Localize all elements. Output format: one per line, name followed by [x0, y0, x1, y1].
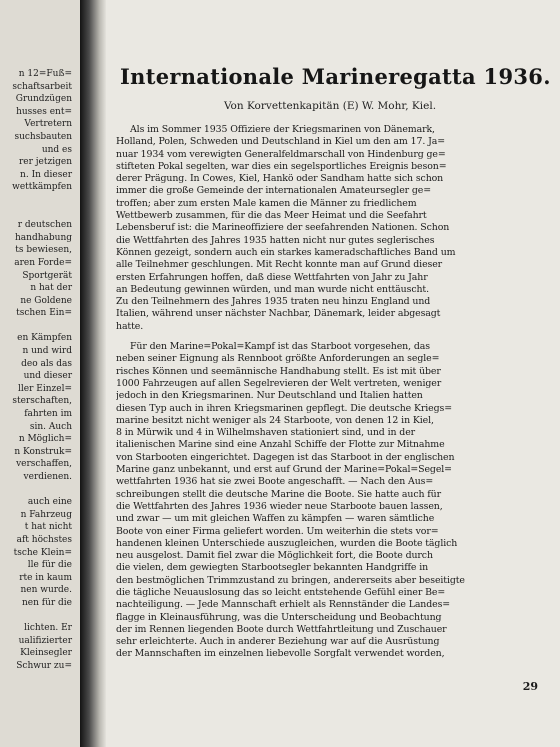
right-page [106, 0, 560, 747]
text-line: troffen; aber zum ersten Male kamen die Männer zu friedlichem [116, 197, 417, 209]
left-page-line: n 12=Fuß= [18, 69, 72, 79]
left-page-line: sin. Auch [29, 421, 72, 432]
left-page-line: verschaffen, [16, 459, 72, 470]
left-page-line: suchsbauten [14, 131, 72, 142]
left-page-line: wettkämpfen [12, 182, 72, 193]
text-line: Lebensberuf ist: die Marineoffiziere der seefahrenden Nationen. Schon [116, 222, 450, 234]
text-line: die tägliche Neuauslosung das so leicht entstehende Gefühl einer Be= [116, 586, 446, 598]
left-page-line: handhabung [15, 232, 72, 243]
text-line: ersten Erfahrungen hoffen, daß diese Wettfahrten von Jahr zu Jahr [116, 271, 428, 283]
text-line: Italien, während unser nächster Nachbar, Dänemark, leider abgesagt [116, 308, 441, 320]
text-line: sehr erleichterte. Auch in anderer Beziehung war auf die Ausrüstung [116, 636, 440, 648]
left-page-line: Sportgerät [22, 270, 72, 281]
text-line: jedoch in den Kriegsmarinen. Nur Deutschland und Italien hatten [116, 390, 423, 402]
left-page-line: rte in kaum [19, 572, 72, 583]
left-page-line: tsche Klein= [13, 547, 72, 558]
text-line: derer Prägung. In Cowes, Kiel, Hankö oder Sandham hatte sich schon [116, 173, 444, 185]
left-page-line: ts bewiesen, [15, 245, 72, 256]
text-line: neben seiner Eignung als Rennboot größte Anforderungen an segle= [116, 353, 440, 365]
text-line: wettfahrten 1936 hat sie zwei Boote angeschafft. — Nach den Aus= [116, 476, 434, 488]
text-line: risches Können und seemännische Handhabung stellt. Es ist mit über [116, 365, 441, 377]
text-line: die Wettfahrten des Jahres 1935 hatten nicht nur gutes seglerisches [116, 234, 435, 246]
article-body [116, 124, 546, 661]
text-line: alle Teilnehmer geschlungen. Mit Recht konnte man auf Grund dieser [116, 259, 443, 271]
left-page-line: und dieser [23, 371, 72, 382]
left-page-line: deo als das [21, 358, 72, 369]
text-line: 1000 Fahrzeugen auf allen Segelrevieren der Welt vertreten, weniger [116, 377, 442, 389]
left-page-line: und es [41, 144, 72, 155]
left-page-line: sterschaften, [12, 396, 72, 407]
left-page-fragment [0, 0, 80, 747]
left-page-line: fahrten im [24, 409, 72, 420]
left-page-line: auch eine [27, 497, 72, 508]
article-byline: Von Korvettenkapitän (E) W. Mohr, Kiel. [223, 100, 437, 112]
text-line: nuar 1934 vom verewigten Generalfeldmarschall von Hindenburg ge= [116, 148, 446, 160]
text-line: stifteten Pokal segelten, war dies ein segelsportliches Ereignis beson= [116, 160, 447, 172]
left-page-line [0, 484, 78, 497]
left-page-line [0, 207, 78, 220]
left-page-line: rer jetzigen [18, 157, 72, 168]
left-page-line: aft höchstes [16, 534, 72, 545]
article-paragraph [116, 124, 546, 333]
text-line: handenen kleinen Unterschiede auszugleichen, wurden die Boote täglich [116, 537, 458, 549]
left-page-line: tschen Ein= [16, 308, 72, 319]
text-line: Holland, Polen, Schweden und Deutschland in Kiel um den am 17. Ja= [116, 136, 445, 148]
text-line: schreibungen stellt die deutsche Marine die Boote. Sie hatte auch für [116, 488, 441, 500]
text-line: marine besitzt nicht weniger als 24 Starboote, von denen 12 in Kiel, [116, 414, 434, 426]
left-page-line: n Konstruk= [14, 446, 72, 457]
left-page-line: ller Einzel= [18, 383, 72, 394]
book-gutter [80, 0, 106, 747]
text-line: 8 in Mürwik und 4 in Wilhelmshaven stationiert sind, und in der [116, 427, 416, 439]
left-page-line: aren Forde= [14, 257, 72, 268]
left-page-line: Kleinsegler [20, 648, 72, 659]
left-page-line: verdienen. [23, 472, 72, 482]
left-page-line: Grundzügen [15, 94, 72, 105]
left-page-line [0, 610, 78, 623]
left-page-line: ne Goldene [20, 295, 72, 306]
page-number: 29 [522, 680, 538, 693]
text-line: von Starbooten eingerichtet. Dagegen ist das Starboot in der englischen [116, 451, 455, 463]
text-line: italienischen Marine sind eine Anzahl Schiffe der Flotte zur Mitnahme [116, 439, 445, 451]
left-page-line: husses ent= [16, 106, 72, 117]
left-page-line: lichten. Er [24, 623, 72, 634]
text-line: flagge in Kleinausführung, was die Unterscheidung und Beobachtung [116, 611, 442, 623]
text-line: Für den Marine=Pokal=Kampf ist das Starboot vorgesehen, das [130, 341, 430, 353]
left-page-line: n hat der [30, 283, 72, 294]
left-page-line: n und wird [22, 346, 72, 357]
text-line: und zwar — um mit gleichen Waffen zu kämpfen — waren sämtliche [116, 513, 435, 525]
left-page-line: n. In dieser [20, 169, 72, 180]
text-line: die vielen, dem gewiegten Starbootsegler bekannten Handgriffe in [116, 562, 429, 574]
left-page-line [0, 320, 78, 333]
left-page-line: nen für die [21, 597, 72, 608]
left-page-text [0, 68, 78, 673]
text-line: Als im Sommer 1935 Offiziere der Kriegsmarinen von Dänemark, [130, 124, 435, 135]
text-line: diesen Typ auch in ihren Kriegsmarinen gepflegt. Die deutsche Kriegs= [116, 402, 452, 414]
text-line: den bestmöglichen Trimmzustand zu bringen, andererseits aber beseitigte [116, 574, 465, 586]
text-line: nachteiligung. — Jede Mannschaft erhielt als Rennständer die Landes= [116, 599, 451, 611]
text-line: Zu den Teilnehmern des Jahres 1935 traten neu hinzu England und [116, 296, 431, 308]
text-line: der Mannschaften im einzelnen liebevolle Sorgfalt verwendet worden, [116, 648, 445, 660]
text-line: Können gezeigt, sondern auch ein starkes kameradschaftliches Band um [116, 246, 456, 258]
left-page-line: Vertretern [24, 119, 72, 130]
text-line: der im Rennen liegenden Boote durch Wettfahrtleitung und Zuschauer [116, 623, 447, 635]
article-paragraph [116, 341, 546, 661]
left-page-line: lle für die [27, 560, 72, 571]
text-line: immer die große Gemeinde der internationalen Amateursegler ge= [116, 185, 432, 197]
left-page-line: nen wurde. [20, 585, 72, 596]
text-line: Boote von einer Firma geliefert worden. Um weiterhin die stets vor= [116, 525, 439, 537]
left-page-line: n Möglich= [18, 434, 72, 445]
left-page-line: t hat nicht [24, 522, 72, 533]
left-page-line: Schwur zu= [16, 660, 72, 671]
article-title: Internationale Marineregatta 1936. [120, 64, 551, 89]
left-page-line: n Fahrzeug [20, 509, 72, 520]
text-line: hatte. [116, 320, 144, 332]
text-line: Marine ganz unbekannt, und erst auf Grund der Marine=Pokal=Segel= [116, 464, 452, 476]
text-line: die Wettfahrten des Jahres 1936 wieder neue Starboote bauen lassen, [116, 500, 443, 512]
left-page-line [0, 194, 78, 207]
text-line: neu ausgelost. Damit fiel zwar die Möglichkeit fort, die Boote durch [116, 550, 433, 562]
text-line: Wettbewerb zusammen, für die das Meer Heimat und die Seefahrt [116, 210, 427, 222]
left-page-line: ualifizierter [18, 635, 72, 646]
left-page-line: en Kämpfen [17, 333, 72, 344]
text-line: an Bedeutung gewinnen würden, und man wurde nicht enttäuscht. [116, 283, 429, 295]
left-page-line: r deutschen [17, 220, 72, 231]
left-page-line: schaftsarbeit [12, 81, 72, 92]
